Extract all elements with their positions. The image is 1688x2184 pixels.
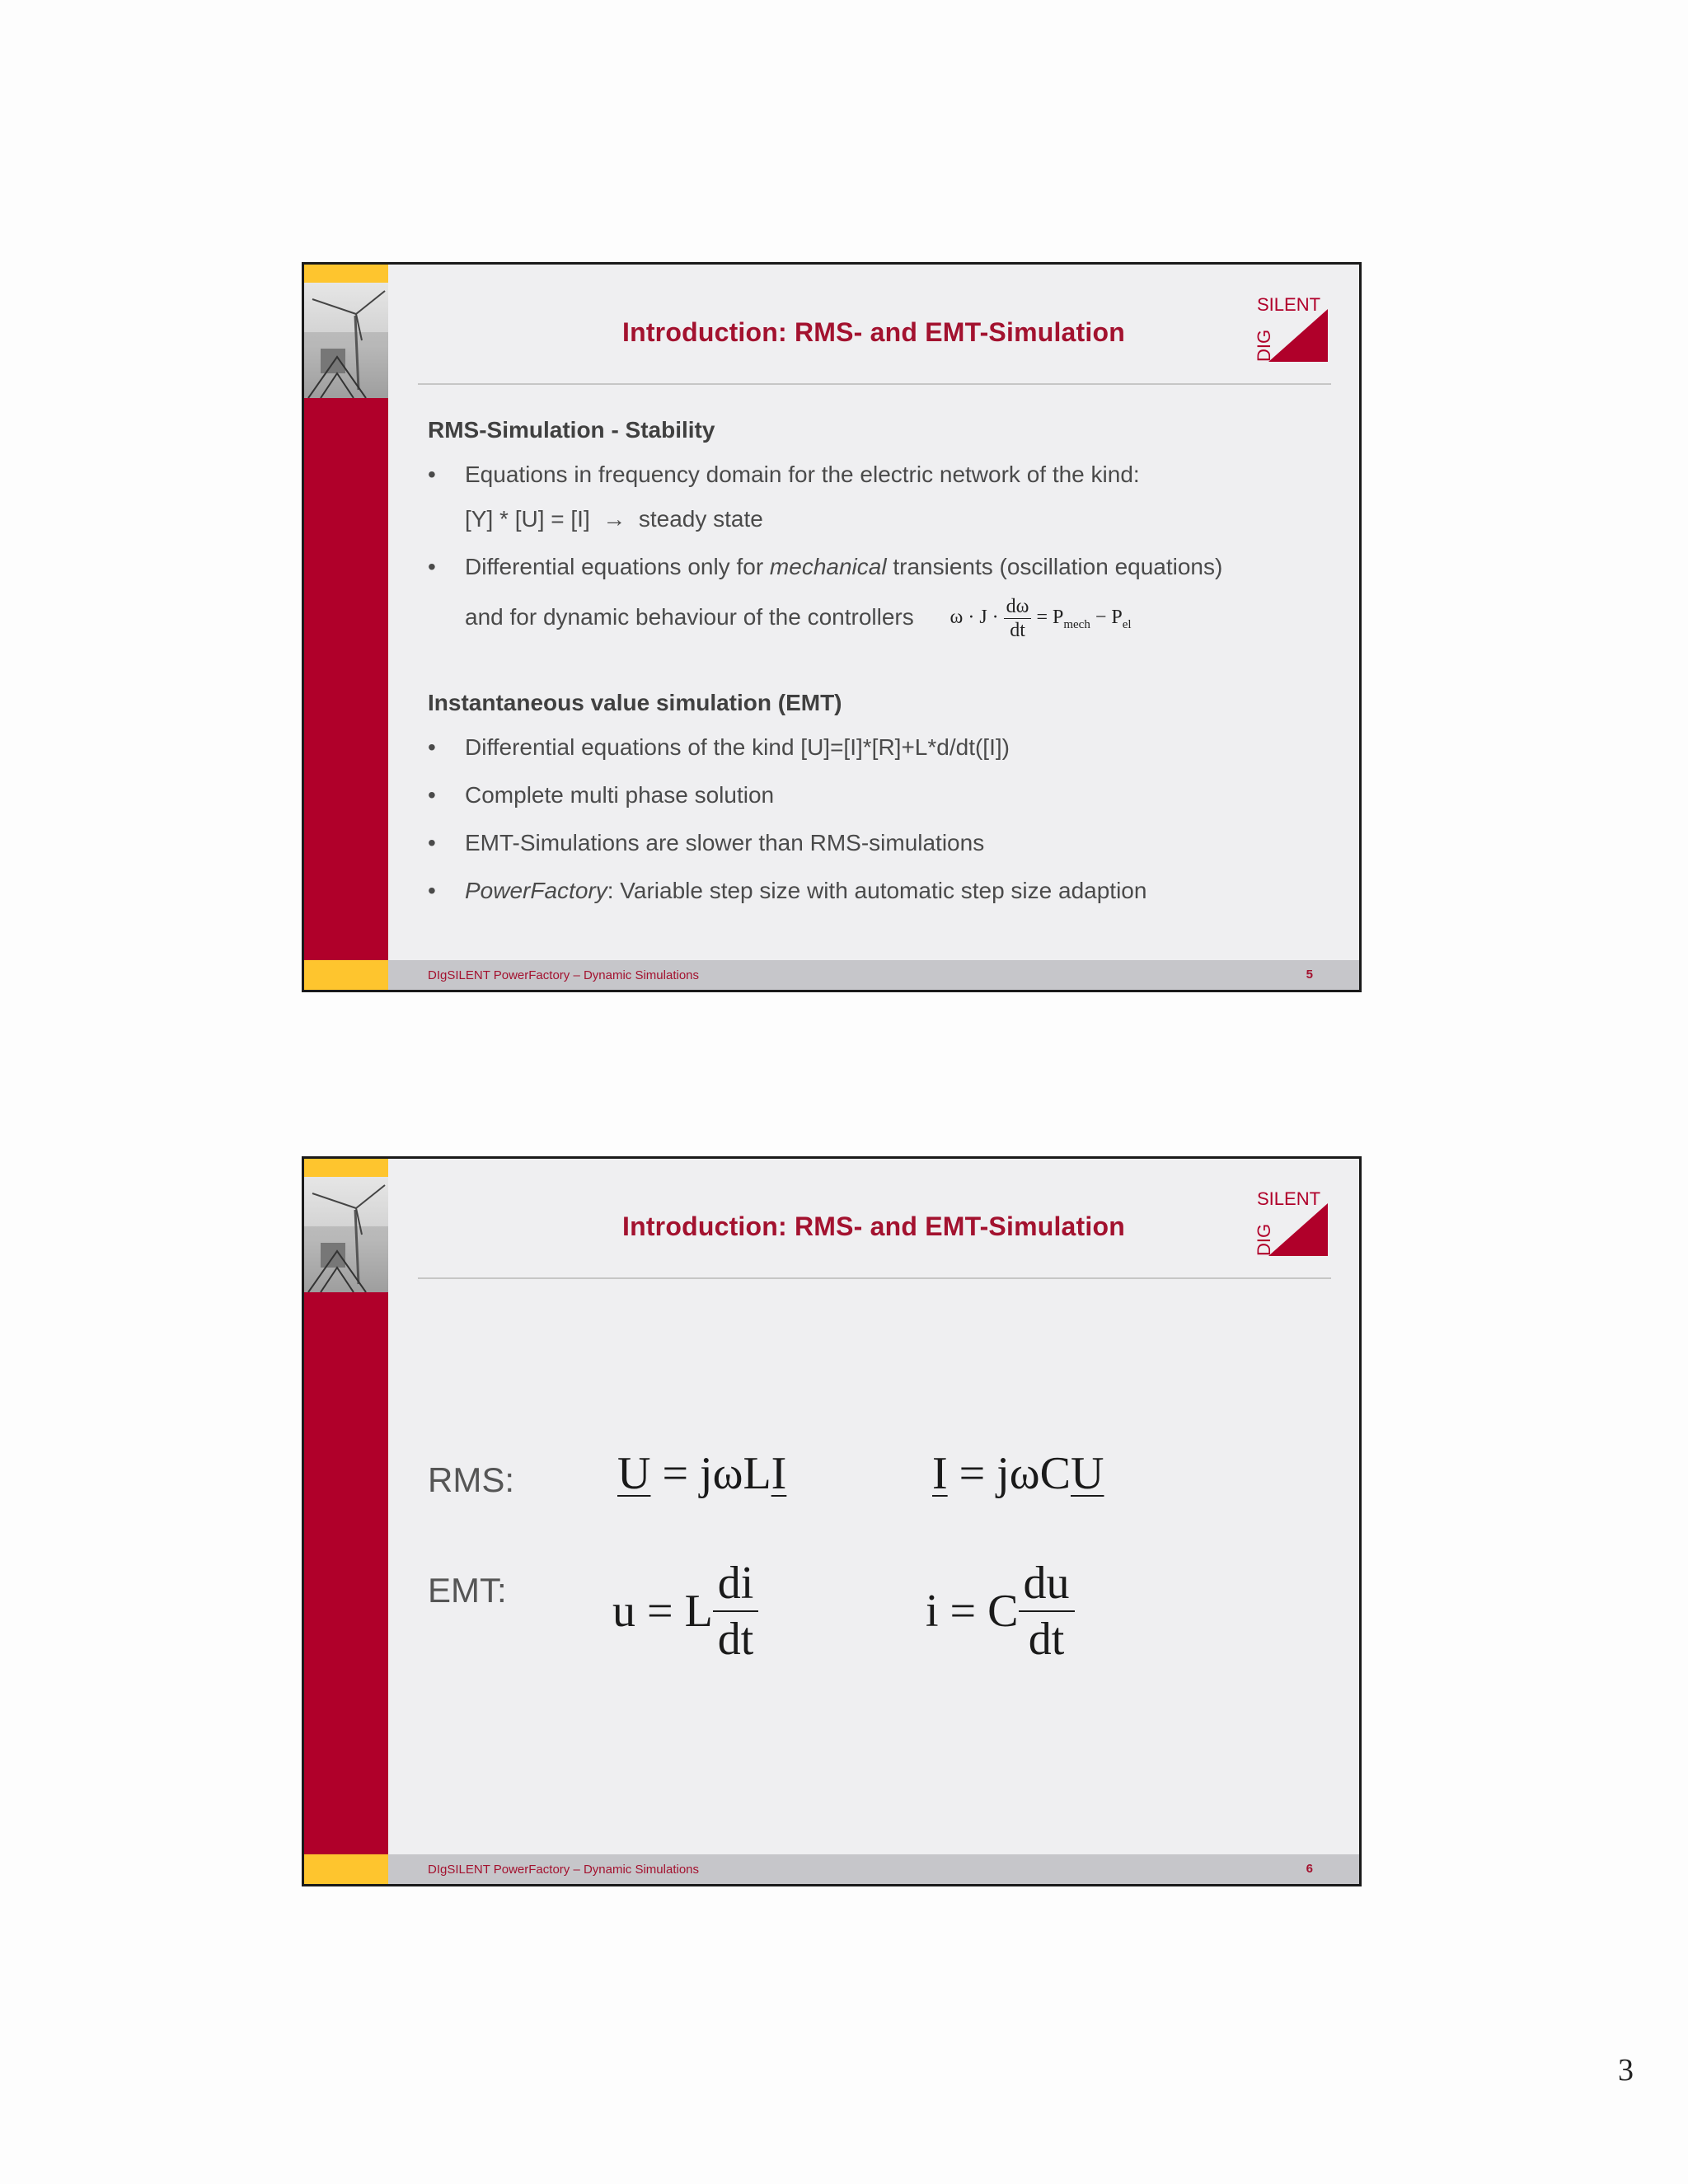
rms-voltage-formula: U = jωLI (617, 1448, 787, 1499)
bullet-dot: • (428, 554, 436, 579)
slide-footer (388, 1854, 1359, 1884)
emt-heading: Instantaneous value simulation (EMT) (428, 690, 842, 715)
yellow-band-bottom (304, 960, 388, 990)
rms-heading: RMS-Simulation - Stability (428, 417, 715, 443)
bullet-dot: • (428, 878, 436, 903)
bullet-text-cont: transients (oscillation equations) (893, 554, 1223, 579)
bullet-dot: • (428, 830, 436, 855)
svg-text:DIG: DIG (1255, 1223, 1274, 1256)
bullet-text: Differential equations only for (465, 554, 764, 579)
emphasis-text: mechanical (769, 554, 887, 579)
list-item (428, 731, 1326, 764)
digsilent-logo-icon (1255, 298, 1328, 362)
bullet-dot: • (428, 734, 436, 760)
list-item (428, 458, 1326, 536)
yellow-band-top (304, 265, 388, 283)
footer-text: DIgSILENT PowerFactory – Dynamic Simulations (428, 1863, 700, 1877)
list-item (428, 779, 1326, 812)
arrow-icon: → (603, 506, 626, 532)
yellow-band-bottom (304, 1854, 388, 1884)
footer-text: DIgSILENT PowerFactory – Dynamic Simulations (428, 968, 700, 982)
slide-title: Introduction: RMS- and EMT-Simulation (621, 1212, 1125, 1241)
emt-voltage-formula: u = L $\frac{di}{dt}$ (612, 1556, 758, 1666)
bullet-text: Equations in frequency domain for the electric network of the kind: (465, 462, 1140, 487)
svg-text:SILENT: SILENT (1257, 1192, 1321, 1209)
rms-current-formula: I = jωCU (932, 1448, 1104, 1499)
bullet-dot: • (428, 782, 436, 808)
slide-number: 6 (1306, 1862, 1313, 1876)
title-divider (418, 1277, 1331, 1279)
emt-current-formula: i = C $\frac{du}{dt}$ (926, 1556, 1075, 1666)
svg-text:DIG: DIG (1255, 329, 1274, 362)
svg-text:SILENT: SILENT (1257, 298, 1321, 315)
wind-turbine-photo (304, 283, 388, 398)
slide-6 (302, 1156, 1362, 1886)
wind-turbine-photo (304, 1177, 388, 1292)
steady-state-text: steady state (638, 506, 763, 532)
matrix-equation: [Y] * [U] = [I] (465, 506, 590, 532)
list-item (428, 874, 1326, 907)
controllers-text: and for dynamic behaviour of the controllers (465, 603, 914, 630)
list-item (428, 551, 1326, 642)
bullet-text-line2 (465, 595, 1326, 642)
bullet-dot: • (428, 462, 436, 487)
slide-5 (302, 262, 1362, 992)
rms-label: RMS: (428, 1460, 514, 1499)
bullet-text-line2 (465, 503, 1326, 536)
yellow-band-top (304, 1159, 388, 1177)
slide-title: Introduction: RMS- and EMT-Simulation (621, 317, 1125, 347)
page-number: 3 (1618, 2053, 1634, 2088)
swing-equation: ω · J · $\frac{d\omega}{dt}$ = $P_{mech} - P_{el}$ (950, 596, 1132, 641)
bullet-text: Differential equations of the kind [U]=[I]*[R]+L*d/dt([I]) (465, 734, 1010, 760)
slide-number: 5 (1306, 968, 1313, 982)
emphasis-text: PowerFactory (465, 878, 607, 903)
slide-body (428, 417, 1326, 907)
bullet-text: Complete multi phase solution (465, 782, 775, 808)
bullet-text: EMT-Simulations are slower than RMS-simulations (465, 830, 985, 855)
emt-label: EMT: (428, 1571, 507, 1610)
slide-footer (388, 960, 1359, 990)
title-divider (418, 383, 1331, 385)
list-item (428, 827, 1326, 860)
digsilent-logo-icon (1255, 1192, 1328, 1256)
bullet-text: : Variable step size with automatic step size adaption (607, 878, 1147, 903)
